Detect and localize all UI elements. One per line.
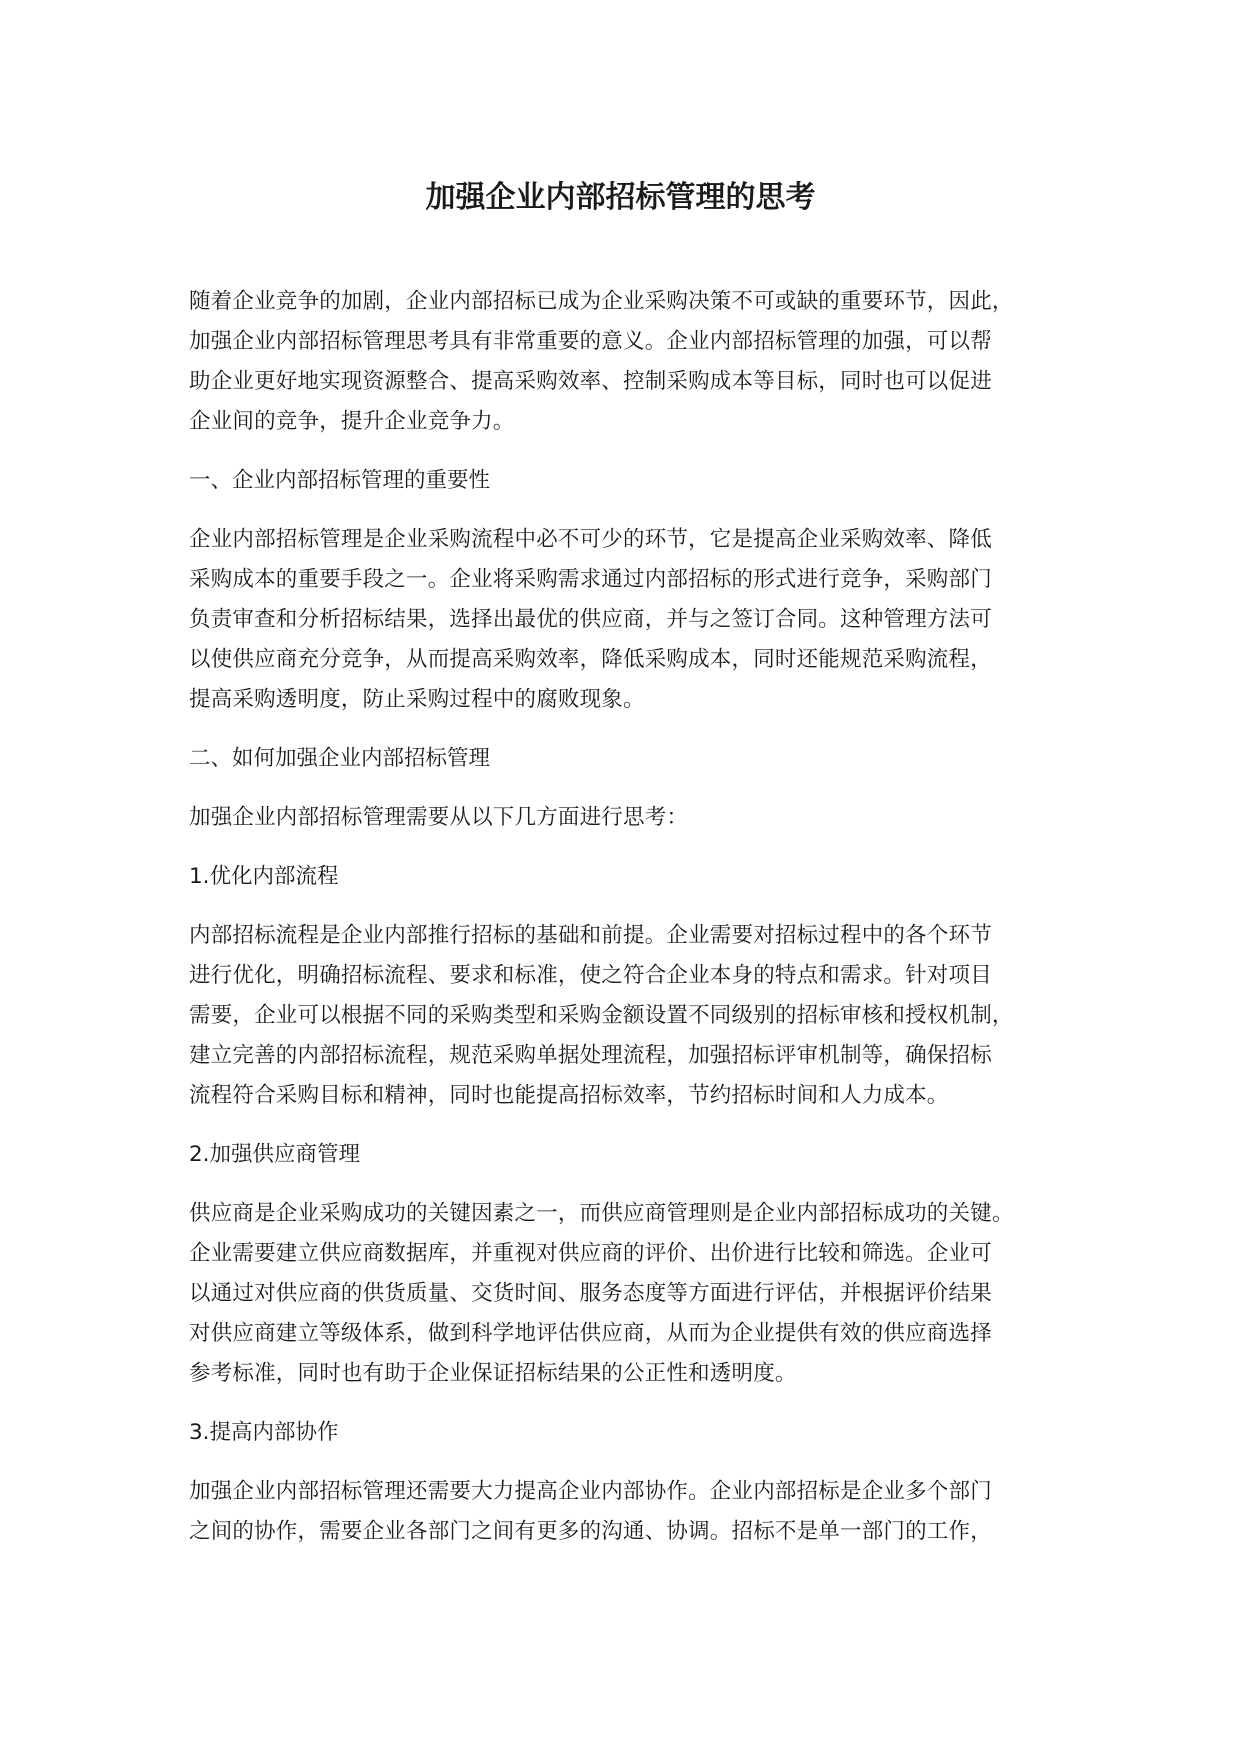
text-line: 助企业更好地实现资源整合、提高采购效率、控制采购成本等目标，同时也可以促进 bbox=[189, 369, 992, 394]
text-line: 加强企业内部招标管理需要从以下几方面进行思考： bbox=[189, 805, 689, 830]
text-line: 对供应商建立等级体系，做到科学地评估供应商，从而为企业提供有效的供应商选择 bbox=[189, 1321, 992, 1346]
text-line: 企业内部招标管理是企业采购流程中必不可少的环节，它是提高企业采购效率、降低 bbox=[189, 527, 992, 552]
text-line: 企业间的竞争，提升企业竞争力。 bbox=[189, 409, 515, 434]
text-line: 企业需要建立供应商数据库，并重视对供应商的评价、出价进行比较和筛选。企业可 bbox=[189, 1241, 992, 1266]
body-paragraph bbox=[189, 916, 1079, 1116]
body-paragraph bbox=[189, 1472, 1079, 1552]
text-line: 随着企业竞争的加剧，企业内部招标已成为企业采购决策不可或缺的重要环节，因此， bbox=[189, 289, 1014, 314]
text-line: 2.加强供应商管理 bbox=[189, 1142, 361, 1167]
section-heading bbox=[189, 857, 1079, 897]
text-line: 参考标准，同时也有助于企业保证招标结果的公正性和透明度。 bbox=[189, 1361, 797, 1386]
text-line: 供应商是企业采购成功的关键因素之一，而供应商管理则是企业内部招标成功的关键。 bbox=[189, 1201, 1014, 1226]
text-line: 加强企业内部招标管理还需要大力提高企业内部协作。企业内部招标是企业多个部门 bbox=[189, 1479, 992, 1504]
text-line: 之间的协作，需要企业各部门之间有更多的沟通、协调。招标不是单一部门的工作， bbox=[189, 1519, 992, 1544]
text-line: 一、企业内部招标管理的重要性 bbox=[189, 468, 491, 493]
body-paragraph bbox=[189, 798, 1079, 838]
section-heading bbox=[189, 739, 1079, 779]
body-paragraph bbox=[189, 520, 1079, 720]
text-line: 采购成本的重要手段之一。企业将采购需求通过内部招标的形式进行竞争，采购部门 bbox=[189, 567, 992, 592]
text-line: 以通过对供应商的供货质量、交货时间、服务态度等方面进行评估，并根据评价结果 bbox=[189, 1281, 992, 1306]
section-heading bbox=[189, 1413, 1079, 1453]
section-heading bbox=[189, 461, 1079, 501]
text-line: 3.提高内部协作 bbox=[189, 1420, 339, 1445]
text-line: 1.优化内部流程 bbox=[189, 864, 339, 889]
text-line: 以使供应商充分竞争，从而提高采购效率，降低采购成本，同时还能规范采购流程， bbox=[189, 647, 992, 672]
text-line: 建立完善的内部招标流程，规范采购单据处理流程，加强招标评审机制等，确保招标 bbox=[189, 1043, 992, 1068]
body-paragraph bbox=[189, 1194, 1079, 1394]
text-line: 加强企业内部招标管理思考具有非常重要的意义。企业内部招标管理的加强，可以帮 bbox=[189, 329, 992, 354]
section-heading bbox=[189, 1135, 1079, 1175]
text-line: 进行优化，明确招标流程、要求和标准，使之符合企业本身的特点和需求。针对项目 bbox=[189, 963, 992, 988]
text-line: 需要，企业可以根据不同的采购类型和采购金额设置不同级别的招标审核和授权机制， bbox=[189, 1003, 1014, 1028]
text-line: 提高采购透明度，防止采购过程中的腐败现象。 bbox=[189, 687, 645, 712]
text-line: 二、如何加强企业内部招标管理 bbox=[189, 746, 491, 771]
text-line: 负责审查和分析招标结果，选择出最优的供应商，并与之签订合同。这种管理方法可 bbox=[189, 607, 992, 632]
body-paragraph bbox=[189, 282, 1079, 442]
text-line: 流程符合采购目标和精神，同时也能提高招标效率，节约招标时间和人力成本。 bbox=[189, 1083, 949, 1108]
document-title: 加强企业内部招标管理的思考 bbox=[425, 180, 816, 215]
text-line: 内部招标流程是企业内部推行招标的基础和前提。企业需要对招标过程中的各个环节 bbox=[189, 923, 992, 948]
document-body bbox=[189, 282, 1079, 1571]
